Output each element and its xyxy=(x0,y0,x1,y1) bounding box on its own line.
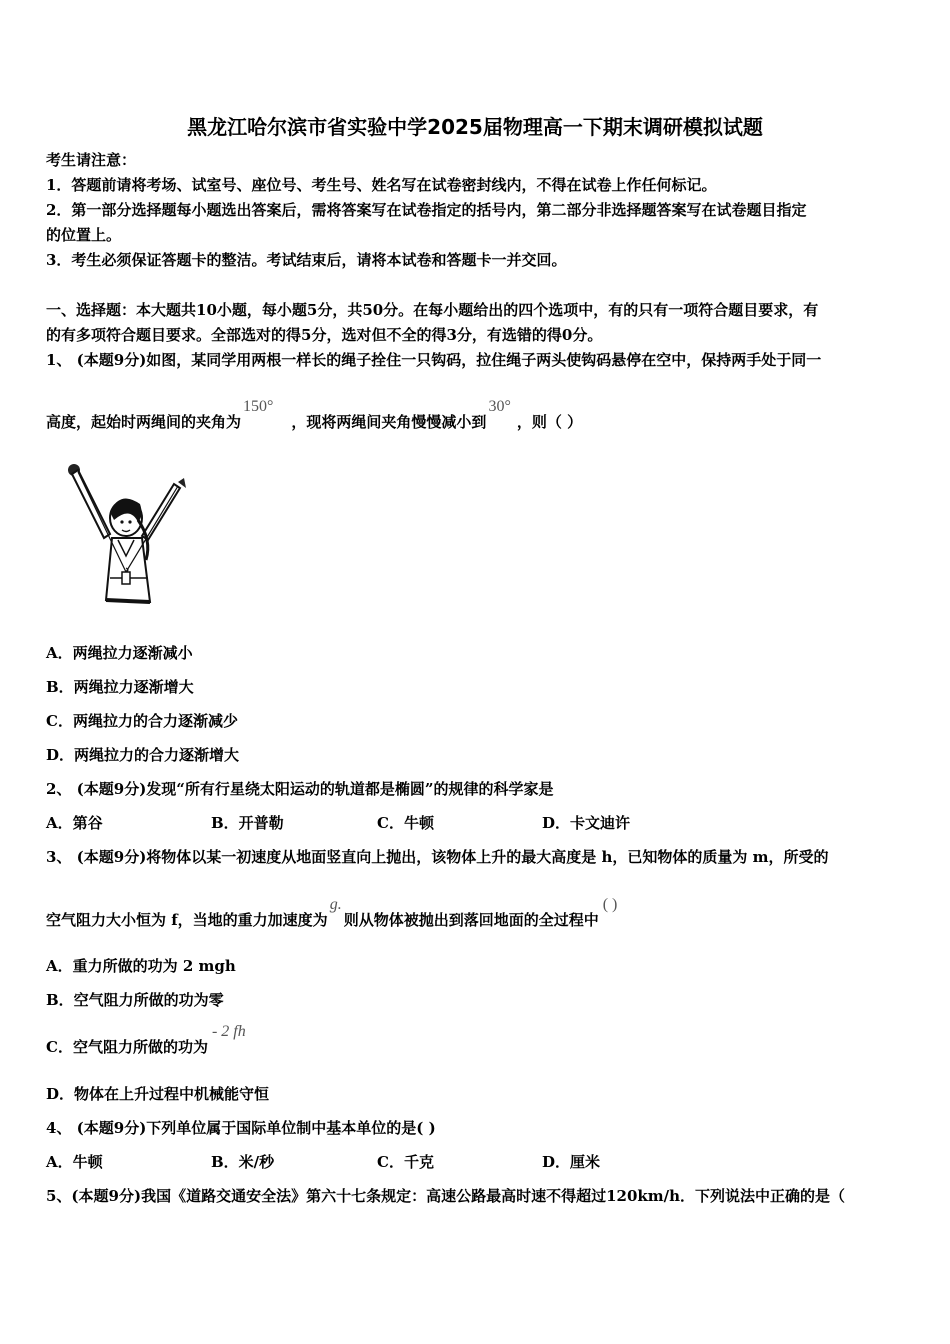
q3-answer-paren: ( ) xyxy=(602,896,618,913)
q2-option-d: D．卡文迪许 xyxy=(542,814,631,832)
notice-item-1: 1．答题前请将考场、试室号、座位号、考生号、姓名写在试卷密封线内，不得在试卷上作任何标记。 xyxy=(46,176,717,194)
q1-stem-line2 xyxy=(46,398,906,433)
q2-option-b: B．开普勒 xyxy=(211,814,284,832)
q4-option-b: B．米/秒 xyxy=(211,1153,275,1171)
q3-option-c xyxy=(46,1023,906,1058)
q2-option-a: A．第谷 xyxy=(46,814,103,832)
notice-item-3: 3．考生必须保证答题卡的整洁。考试结束后，请将本试卷和答题卡一并交回。 xyxy=(46,251,567,269)
q3-option-b: B．空气阻力所做的功为零 xyxy=(46,991,224,1009)
q1-option-a: A．两绳拉力逐渐减小 xyxy=(46,644,193,662)
q3-stem-text-a: 空气阻力大小恒为 f，当地的重力加速度为 xyxy=(46,911,328,929)
q1-stem-text-b: ，现将两绳间夹角慢慢减小到 xyxy=(291,413,487,431)
q3-stem-line1: 3、 (本题9分)将物体以某一初速度从地面竖直向上抛出，该物体上升的最大高度是 h，已知物体的质量为 m，所受的 xyxy=(46,848,829,866)
q1-stem-text-a: 高度，起始时两绳间的夹角为 xyxy=(46,413,242,431)
q2-stem: 2、 (本题9分)发现“所有行星绕太阳运动的轨道都是椭圆”的规律的科学家是 xyxy=(46,780,554,798)
q4-option-a: A．牛顿 xyxy=(46,1153,103,1171)
q2-option-c: C．牛顿 xyxy=(377,814,434,832)
q1-option-d: D．两绳拉力的合力逐渐增大 xyxy=(46,746,240,764)
q1-angle-end: 30° xyxy=(488,398,511,415)
q4-stem: 4、 (本题9分)下列单位属于国际单位制中基本单位的是( ) xyxy=(46,1119,436,1137)
section-instructions-1: 一、选择题：本大题共10小题，每小题5分，共50分。在每小题给出的四个选项中，有的只有一项符合题目要求，有 xyxy=(46,301,819,319)
q3-stem-text-b: 则从物体被抛出到落回地面的全过程中 xyxy=(343,911,599,929)
q3-option-d: D．物体在上升过程中机械能守恒 xyxy=(46,1085,270,1103)
q3-stem-line2 xyxy=(46,896,906,931)
notice-item-2-cont: 的位置上。 xyxy=(46,226,122,244)
q3-gravity-symbol: g. xyxy=(329,896,342,913)
q1-option-b: B．两绳拉力逐渐增大 xyxy=(46,678,194,696)
q5-stem: 5、(本题9分)我国《道路交通安全法》第六十七条规定：高速公路最高时速不得超过120km/h．下列说法中正确的是（ xyxy=(46,1187,846,1205)
q3-option-a: A．重力所做的功为 2 mgh xyxy=(46,957,236,975)
notice-heading: 考生请注意： xyxy=(46,151,137,169)
page-title: 黑龙江哈尔滨市省实验中学2025届物理高一下期末调研模拟试题 xyxy=(187,115,763,139)
girl-holding-hook-weight-figure xyxy=(60,460,190,610)
notice-item-2: 2．第一部分选择题每小题选出答案后，需将答案写在试卷指定的括号内，第二部分非选择题答案写在试卷题目指定 xyxy=(46,201,807,219)
q4-option-c: C．千克 xyxy=(377,1153,434,1171)
q4-option-d: D．厘米 xyxy=(542,1153,601,1171)
q3-option-c-text: C．空气阻力所做的功为 xyxy=(46,1038,208,1056)
q1-angle-start: 150° xyxy=(243,398,274,415)
q1-stem-text-c: ，则（ ） xyxy=(516,413,583,431)
q3-option-c-math: - 2 fh xyxy=(211,1023,246,1040)
q1-option-c: C．两绳拉力的合力逐渐减少 xyxy=(46,712,238,730)
section-instructions-2: 的有多项符合题目要求。全部选对的得5分，选对但不全的得3分，有选错的得0分。 xyxy=(46,326,603,344)
q1-stem-line1: 1、 (本题9分)如图，某同学用两根一样长的绳子拴住一只钩码，拉住绳子两头使钩码悬停在空中，保持两手处于同一 xyxy=(46,351,822,369)
